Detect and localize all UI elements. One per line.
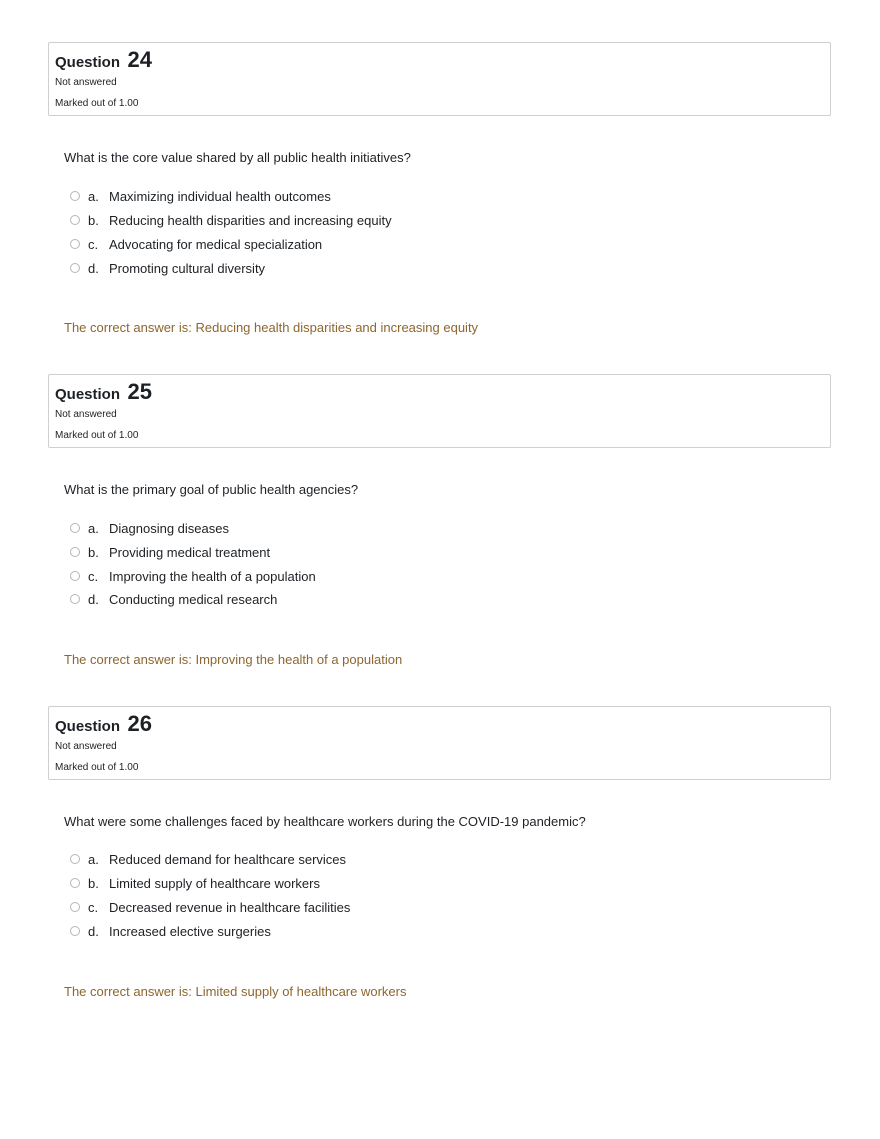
radio-button[interactable] (70, 902, 80, 912)
option-text: Conducting medical research (109, 592, 278, 607)
option-text: Improving the health of a population (109, 569, 316, 584)
question-number: 26 (127, 711, 152, 736)
question-state: Not answered (55, 409, 117, 420)
radio-button[interactable] (70, 878, 80, 888)
option-text: Diagnosing diseases (109, 521, 229, 536)
radio-button[interactable] (70, 571, 80, 581)
option-letter: d. (88, 924, 99, 939)
option-letter: a. (88, 852, 99, 867)
radio-button[interactable] (70, 854, 80, 864)
correct-answer-feedback: The correct answer is: Reducing health disparities and increasing equity (64, 320, 479, 335)
question-grade: Marked out of 1.00 (55, 98, 139, 109)
option-letter: c. (88, 237, 99, 252)
option-letter: d. (88, 592, 99, 607)
option-letter: c. (88, 569, 99, 584)
option-text: Reducing health disparities and increasing equity (109, 213, 392, 228)
question-grade: Marked out of 1.00 (55, 430, 139, 441)
correct-answer-feedback: The correct answer is: Improving the health of a population (64, 652, 403, 667)
question-text: What is the core value shared by all public health initiatives? (64, 150, 411, 165)
question-label: Question (55, 718, 121, 735)
question-state: Not answered (55, 741, 117, 752)
question-text: What were some challenges faced by healthcare workers during the COVID-19 pandemic? (64, 814, 586, 829)
radio-button[interactable] (70, 547, 80, 557)
question-title (55, 379, 152, 405)
option-text: Promoting cultural diversity (109, 261, 266, 276)
radio-button[interactable] (70, 594, 80, 604)
option-text: Maximizing individual health outcomes (109, 189, 331, 204)
question-info-box (48, 42, 831, 116)
correct-answer-feedback: The correct answer is: Limited supply of healthcare workers (64, 984, 407, 999)
question-number: 24 (127, 47, 152, 72)
option-letter: b. (88, 545, 99, 560)
option-letter: b. (88, 876, 99, 891)
option-letter: b. (88, 213, 99, 228)
question-text: What is the primary goal of public health agencies? (64, 482, 359, 497)
radio-button[interactable] (70, 239, 80, 249)
option-letter: d. (88, 261, 99, 276)
question-label: Question (55, 386, 121, 403)
question-title (55, 47, 152, 73)
question-info-box (48, 374, 831, 448)
option-letter: a. (88, 189, 99, 204)
option-text: Decreased revenue in healthcare facilities (109, 900, 351, 915)
option-text: Increased elective surgeries (109, 924, 271, 939)
question-state: Not answered (55, 77, 117, 88)
radio-button[interactable] (70, 263, 80, 273)
radio-button[interactable] (70, 523, 80, 533)
question-info-box (48, 706, 831, 780)
question-grade: Marked out of 1.00 (55, 762, 139, 773)
question-title (55, 711, 152, 737)
option-text: Limited supply of healthcare workers (109, 876, 320, 891)
radio-button[interactable] (70, 215, 80, 225)
option-text: Advocating for medical specialization (109, 237, 323, 252)
radio-button[interactable] (70, 191, 80, 201)
option-text: Reduced demand for healthcare services (109, 852, 347, 867)
option-letter: a. (88, 521, 99, 536)
option-letter: c. (88, 900, 99, 915)
question-number: 25 (127, 379, 152, 404)
option-text: Providing medical treatment (109, 545, 271, 560)
radio-button[interactable] (70, 926, 80, 936)
question-label: Question (55, 54, 121, 71)
